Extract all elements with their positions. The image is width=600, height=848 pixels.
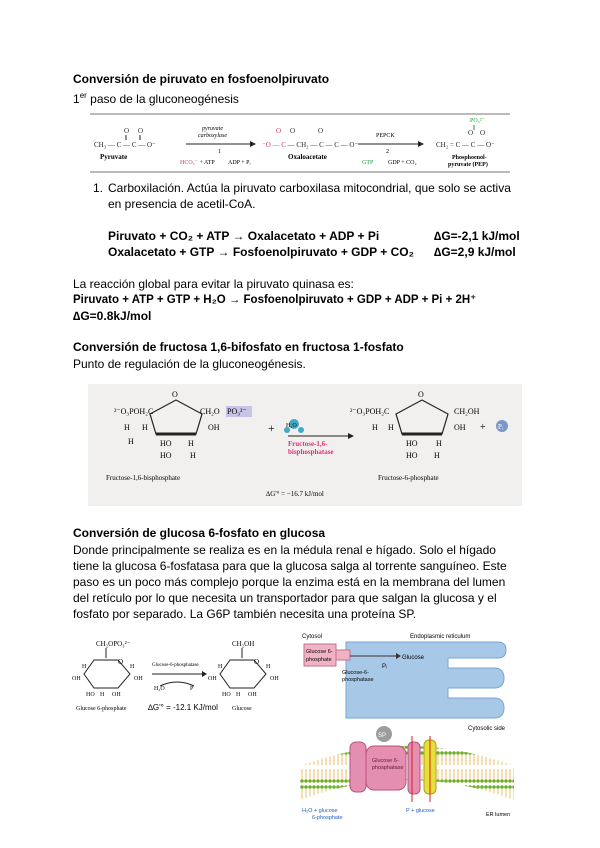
ordinal-number: 1 xyxy=(73,92,80,106)
plus-sign: + xyxy=(268,421,275,435)
svg-text:H: H xyxy=(188,439,194,448)
section2-title: Conversión de fructosa 1,6-bifosfato en fructosa 1-fosfato xyxy=(73,340,404,354)
step2-number: 2 xyxy=(386,149,389,155)
svg-text:OH: OH xyxy=(134,676,143,682)
section3-title: Conversión de glucosa 6-fosfato en glucosa xyxy=(73,526,326,540)
svg-text:H: H xyxy=(142,423,148,432)
glucose-label: Glucose xyxy=(402,655,425,661)
svg-text:HO: HO xyxy=(222,692,231,698)
svg-text:phosphate: phosphate xyxy=(306,657,332,663)
water-label: H₂O xyxy=(286,423,297,429)
svg-text:H: H xyxy=(128,437,134,446)
svg-text:OH: OH xyxy=(270,676,279,682)
section2-text: Punto de regulación de la gluconeogénesis. xyxy=(73,357,306,371)
svg-text:CH₂OPO₃²⁻: CH₂OPO₃²⁻ xyxy=(96,640,131,648)
section3-line2: tiene la glucosa 6-fosfatasa para que la glucosa salga al torrente sanguíneo. Este xyxy=(73,559,507,573)
enzyme1-line1: pyruvate xyxy=(202,126,223,132)
svg-text:H: H xyxy=(266,664,271,670)
pyruvate-to-pep-figure xyxy=(90,110,510,174)
svg-text:OH: OH xyxy=(208,423,220,432)
global-intro: La reacción global para evitar la piruvato quinasa es: xyxy=(73,277,354,291)
water-label: H₂O xyxy=(154,686,165,692)
product-left-group: ²⁻O₃POH₂C xyxy=(350,407,390,416)
right-group: CH₂O xyxy=(200,407,220,416)
cofactors1-right: ADP + Pᵢ xyxy=(228,160,251,166)
er-lumen-label: ER lumen xyxy=(486,812,511,818)
section3-line4: del retículo por lo que necesita un transportador para que salgan la glucosa y el xyxy=(73,591,497,605)
svg-text:H: H xyxy=(82,664,87,670)
cytosol-label: Cytosol xyxy=(302,634,323,640)
svg-text:CH₃ — C — C — O⁻: CH₃ — C — C — O⁻ xyxy=(94,141,156,149)
right-group-phosphate: PO₃²⁻ xyxy=(227,407,247,416)
bottom-left-line2: 6-phosphate xyxy=(312,815,343,821)
svg-text:O: O xyxy=(480,129,486,137)
subtitle-text: paso de la gluconeogénesis xyxy=(86,92,239,106)
svg-text:HO: HO xyxy=(160,439,172,448)
svg-text:O: O xyxy=(118,658,124,666)
list-text-line2: en presencia de acetil-CoA. xyxy=(108,197,256,211)
transporter-mid xyxy=(408,742,420,794)
pep-phosphate: PO₃²⁻ xyxy=(470,118,485,124)
svg-text:⁻O — C — CH₂ — C — C — O⁻: ⁻O — C — CH₂ — C — C — O⁻ xyxy=(262,141,359,149)
global-equation: Piruvato + ATP + GTP + H₂O → Fosfoenolpiruvato + GDP + ADP + Pi + 2H⁺ xyxy=(73,294,477,306)
svg-text:H: H xyxy=(218,664,223,670)
svg-text:CH₂OH: CH₂OH xyxy=(232,640,255,648)
svg-text:H: H xyxy=(100,692,105,698)
equation-2: Oxalacetato + GTP → Fosfoenolpiruvato + GDP + CO₂ xyxy=(108,245,414,259)
glucose-6-phosphate-ring xyxy=(72,640,143,698)
g6p-reaction-figure xyxy=(72,634,294,714)
svg-text:HO: HO xyxy=(86,692,95,698)
product-right-group: CH₂OH xyxy=(454,407,480,416)
svg-text:O: O xyxy=(138,127,144,135)
svg-text:OH: OH xyxy=(454,423,466,432)
er-label: Endoplasmic reticulum xyxy=(410,634,471,640)
global-dg: ∆G=0.8kJ/mol xyxy=(73,309,152,323)
svg-text:H: H xyxy=(436,439,442,448)
svg-text:O: O xyxy=(290,127,296,135)
svg-text:HO: HO xyxy=(160,451,172,460)
svg-text:H: H xyxy=(130,664,135,670)
enzyme-line2: bisphosphatase xyxy=(288,448,334,456)
svg-text:O: O xyxy=(254,658,260,666)
cytosolic-side-label: Cytosolic side xyxy=(468,726,506,732)
svg-text:H: H xyxy=(124,423,130,432)
svg-text:H: H xyxy=(190,451,196,460)
svg-text:O: O xyxy=(468,129,474,137)
equation-2-dg: ∆G=2,9 kJ/mol xyxy=(434,245,516,259)
svg-text:OH: OH xyxy=(112,692,121,698)
section1-title: Conversión de piruvato en fosfoenolpiruvato xyxy=(73,72,330,86)
lipid-bilayer xyxy=(300,746,514,800)
pi-label: Pᵢ xyxy=(382,664,387,670)
left-group: ²⁻O₃POH₂C xyxy=(114,407,154,416)
enzyme1-line2: carboxylase xyxy=(198,133,227,139)
section1-subtitle xyxy=(73,88,239,107)
list-number: 1. xyxy=(93,181,104,195)
list-text-line1: Carboxilación. Actúa la piruvato carboxilasa mitocondrial, que solo se activa xyxy=(108,181,511,195)
section3-line5: fosfato por separado. La G6P también necesita una proteína SP. xyxy=(73,607,417,621)
pep-label-1: Phosphoenol- xyxy=(452,155,487,161)
bottom-right: P + glucose xyxy=(406,808,435,814)
product-name: Glucose xyxy=(232,706,252,712)
svg-text:OH: OH xyxy=(248,692,257,698)
dg-value: ∆G'° = -12.1 KJ/mol xyxy=(148,703,218,712)
svg-text:O: O xyxy=(276,127,282,135)
enzyme-label: Glucose-6-phosphatase xyxy=(152,663,199,668)
svg-text:Glucose 6-: Glucose 6- xyxy=(372,758,399,764)
svg-text:HO: HO xyxy=(406,451,418,460)
cofactors2-left: GTP xyxy=(362,160,374,166)
step1-number: 1 xyxy=(218,149,221,155)
product-name: Fructose-6-phosphate xyxy=(378,474,439,482)
pep-label-2: pyruvate (PEP) xyxy=(448,162,488,168)
substrate-name: Fructose-1,6-bisphosphate xyxy=(106,474,181,482)
enzyme2-label: PEPCK xyxy=(376,133,395,139)
equation-1: Piruvato + CO₂ + ATP → Oxalacetato + ADP + Pi xyxy=(108,229,380,243)
svg-text:H: H xyxy=(372,423,378,432)
pyruvate-label: Pyruvate xyxy=(100,153,128,161)
svg-text:H: H xyxy=(236,692,241,698)
svg-text:O: O xyxy=(318,127,324,135)
cofactors1-left: HCO₃⁻ + ATP xyxy=(180,160,215,166)
equation-1-dg: ∆G=-2,1 kJ/mol xyxy=(434,229,520,243)
pi-label: Pᵢ xyxy=(498,423,504,431)
glucose-ring xyxy=(208,640,279,698)
svg-text:HO: HO xyxy=(406,439,418,448)
bottom-left-line1: H₂O + glucose xyxy=(302,808,338,814)
fructose-figure xyxy=(88,384,522,506)
svg-text:CH₂ = C — C — O⁻: CH₂ = C — C — O⁻ xyxy=(436,141,495,149)
svg-text:H: H xyxy=(434,451,440,460)
svg-text:O: O xyxy=(124,127,130,135)
transporter-left xyxy=(350,742,366,792)
svg-text:H: H xyxy=(388,423,394,432)
svg-text:OH: OH xyxy=(72,676,81,682)
svg-text:phosphatase: phosphatase xyxy=(372,765,404,771)
cofactors2-right: GDP + CO₂ xyxy=(388,160,417,166)
svg-text:OH: OH xyxy=(208,676,217,682)
svg-text:O: O xyxy=(172,390,178,399)
membrane-diagram xyxy=(300,716,514,826)
dg-value: ∆G'° = −16.7 kJ/mol xyxy=(266,490,324,498)
g6pase-line1: Glucose-6- xyxy=(342,670,369,676)
svg-text:Glucose 6-: Glucose 6- xyxy=(306,649,333,655)
section3-line3: paso es un poco más complejo porque la enzima está en la membrana del lumen xyxy=(73,575,506,589)
enzyme-line1: Fructose-1,6- xyxy=(288,440,328,448)
g6pase-line2: phosphatase xyxy=(342,677,374,683)
svg-text:SP: SP xyxy=(378,733,387,739)
svg-text:O: O xyxy=(418,390,424,399)
oxaloacetate-label: Oxaloacetate xyxy=(288,153,327,161)
pi-label: P xyxy=(190,686,194,692)
ordinal-suffix: er xyxy=(79,91,87,100)
substrate-name: Glucose 6-phosphate xyxy=(76,706,127,712)
plus-sign-2: + xyxy=(480,422,486,433)
section3-line1: Donde principalmente se realiza es en la médula renal e hígado. Solo el hígado xyxy=(73,543,496,557)
